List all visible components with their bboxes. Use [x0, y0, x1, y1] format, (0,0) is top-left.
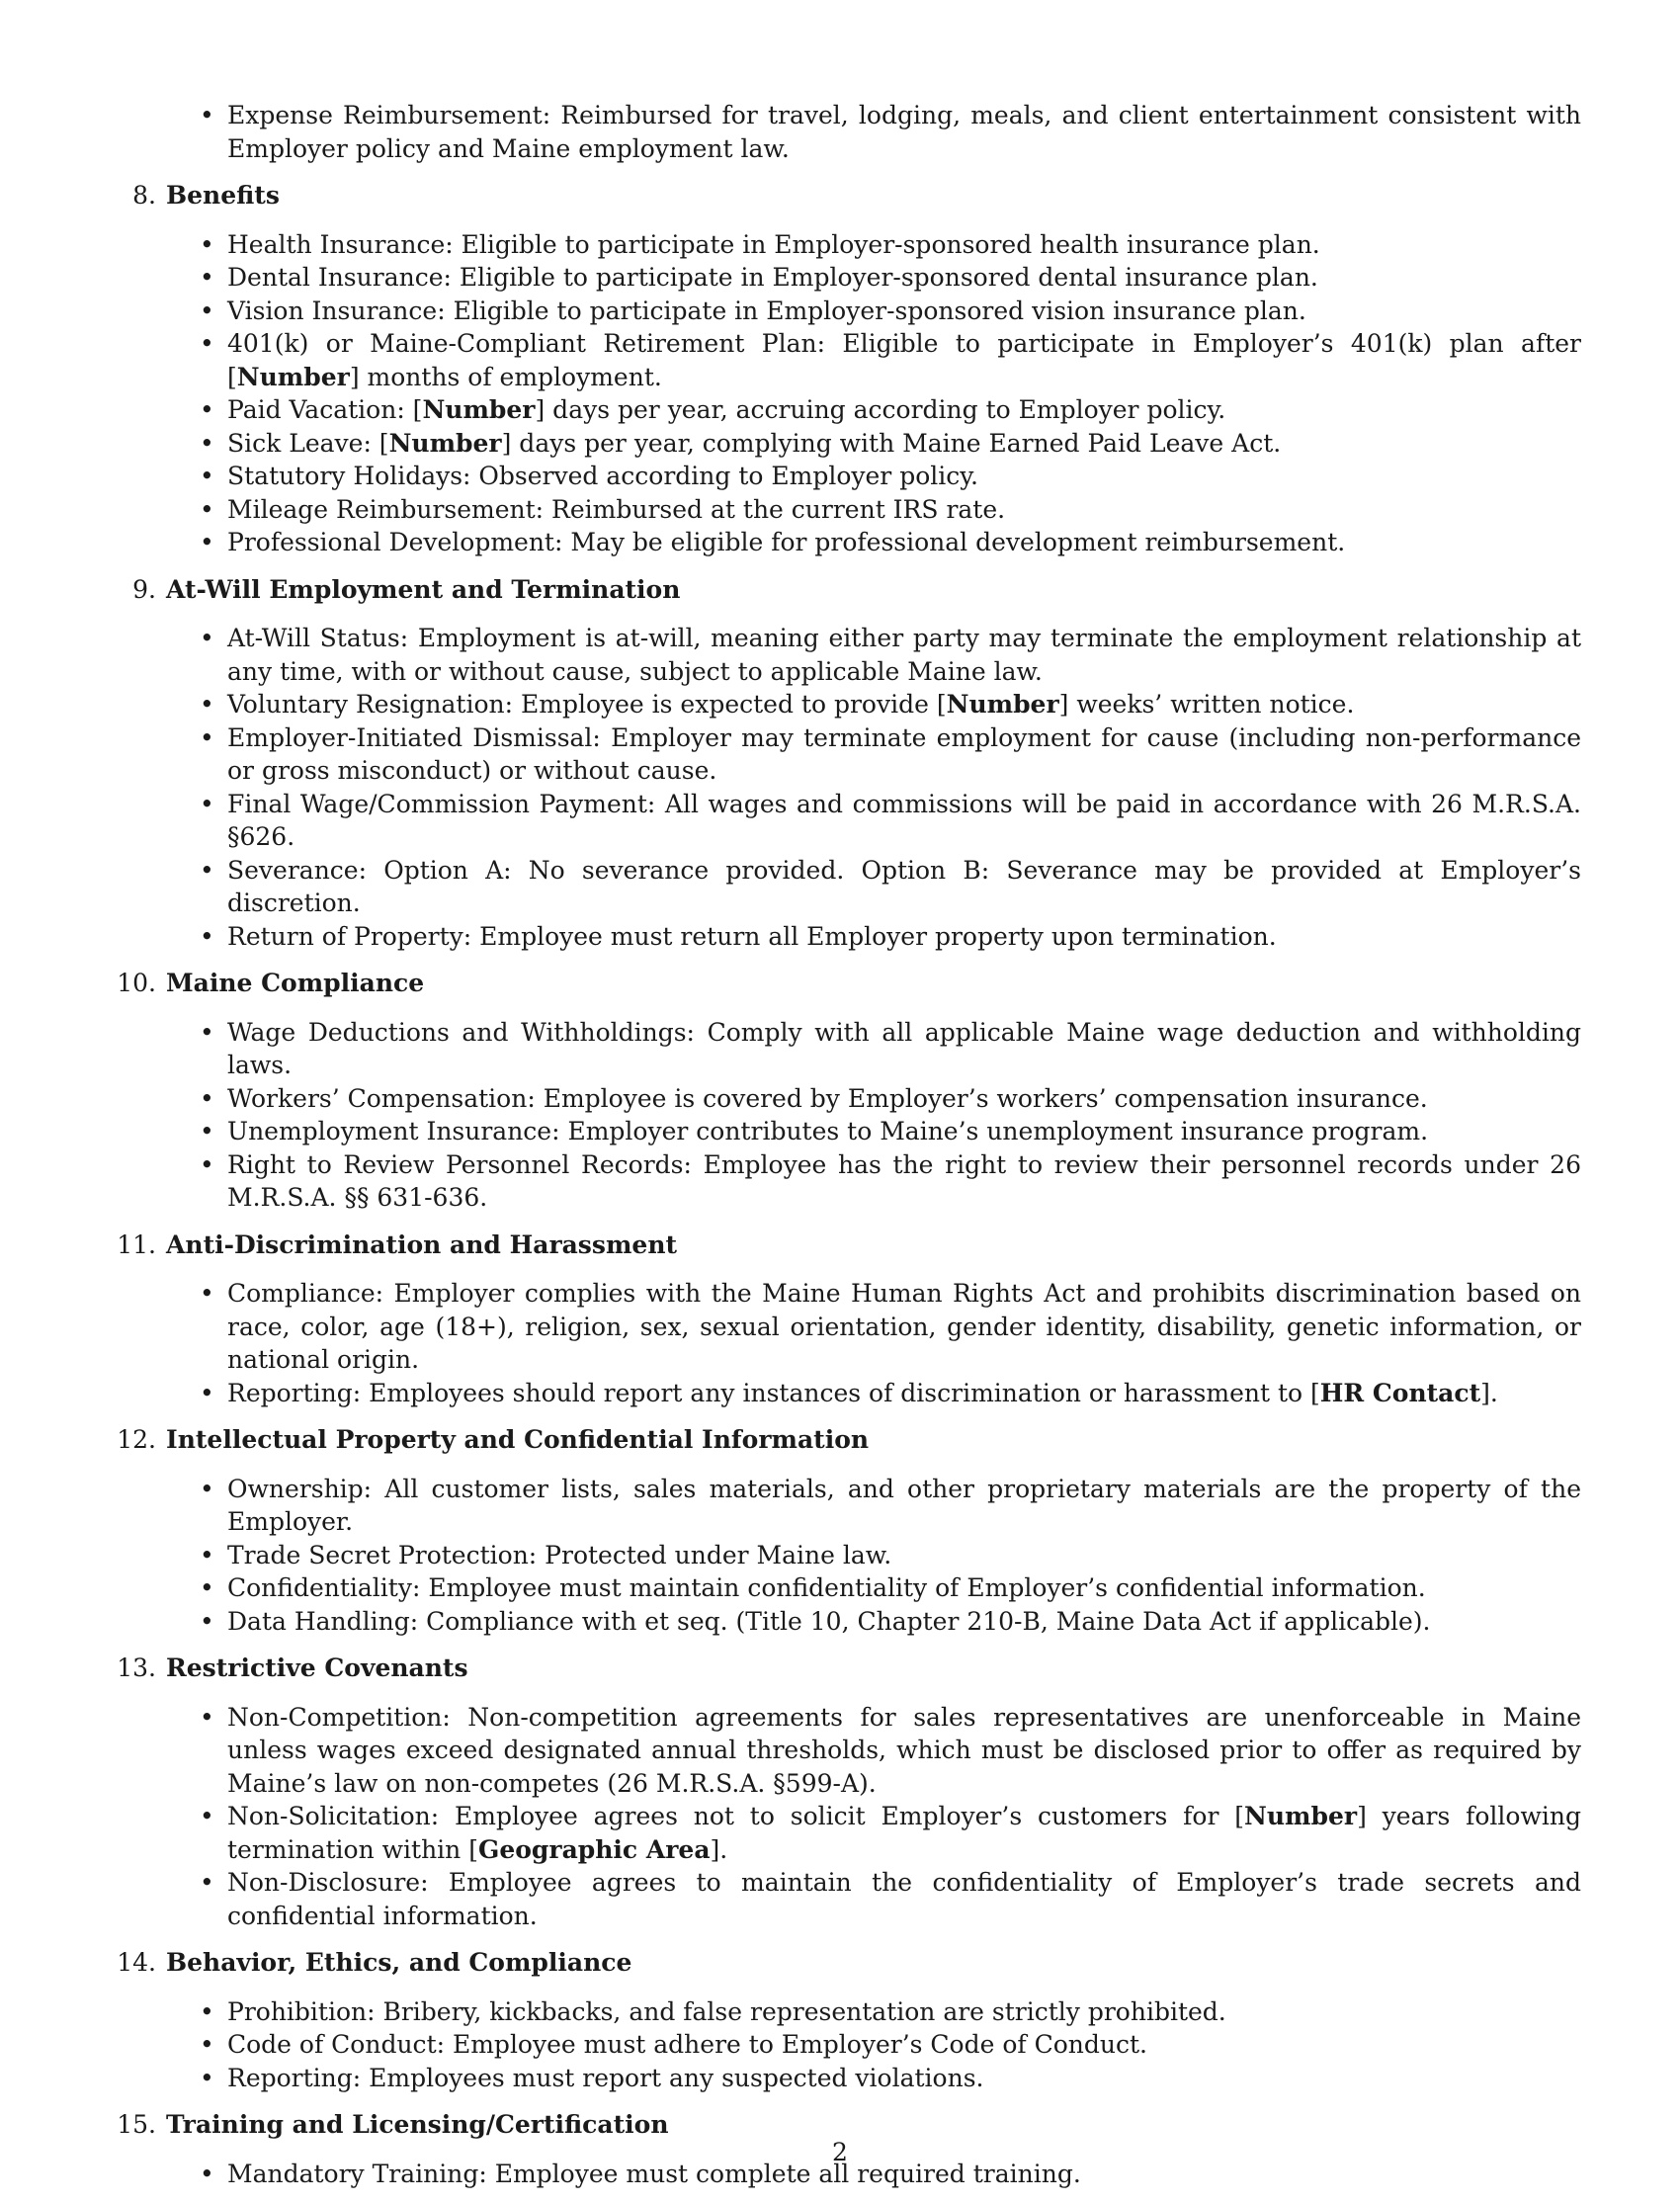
bullet-list	[166, 1473, 1581, 1639]
section-number: 11.	[117, 1229, 156, 1259]
leading-list	[166, 99, 1581, 165]
item-text: Mandatory Training: Employee must complete all required training.	[227, 2159, 1081, 2188]
item-text: Return of Property: Employee must return all Employer property upon termination.	[227, 921, 1277, 951]
item-text: Vision Insurance: Eligible to participate in Employer-sponsored vision insurance plan.	[227, 296, 1306, 325]
bullet-list	[166, 1277, 1581, 1409]
bullet-list	[166, 1016, 1581, 1215]
section	[117, 1946, 1581, 2094]
section-number: 8.	[132, 181, 156, 210]
item-text: Final Wage/Commission Payment: All wages and commissions will be paid in accordance with 26 M.R.S.A. §626.	[227, 789, 1581, 851]
list-item	[166, 1473, 1581, 1539]
item-text: Sick Leave: [	[227, 428, 389, 458]
item-text: Confidentiality: Employee must maintain confidentiality of Employer’s confidential information.	[227, 1573, 1426, 1602]
list-item	[166, 427, 1581, 461]
list-item	[166, 1277, 1581, 1377]
document-body	[117, 99, 1581, 2204]
item-text: Reporting: Employees should report any instances of discrimination or harassment to [	[227, 1378, 1320, 1407]
section-title: Behavior, Ethics, and Compliance	[166, 1948, 632, 1977]
list-item	[166, 228, 1581, 262]
item-text: Trade Secret Protection: Protected under Maine law.	[227, 1540, 892, 1569]
item-text: Unemployment Insurance: Employer contributes to Maine’s unemployment insurance program.	[227, 1117, 1429, 1145]
section-heading	[117, 1946, 1581, 1980]
item-text: Paid Vacation: [	[227, 395, 423, 424]
item-text: ] weeks’ written notice.	[1058, 690, 1355, 719]
section-heading	[132, 573, 1581, 607]
list-item	[166, 2028, 1581, 2062]
bullet-list	[166, 622, 1581, 953]
list-item	[166, 1571, 1581, 1605]
section	[132, 179, 1581, 559]
list-item	[166, 788, 1581, 854]
list-item	[166, 295, 1581, 328]
item-text: Data Handling: Compliance with et seq. (Title 10, Chapter 210-B, Maine Data Act if applicable).	[227, 1606, 1431, 1636]
section-heading	[132, 179, 1581, 212]
section-number: 12.	[117, 1425, 156, 1454]
placeholder-field: Number	[236, 362, 350, 391]
list-item	[166, 327, 1581, 393]
item-text: Right to Review Personnel Records: Employee has the right to review their personnel records under 26 M.R.S.A. §§ 631-636.	[227, 1149, 1581, 1212]
section-title: Maine Compliance	[166, 969, 425, 997]
list-item	[166, 1082, 1581, 1116]
placeholder-field: HR Contact	[1319, 1378, 1481, 1407]
item-text: Ownership: All customer lists, sales materials, and other proprietary materials are the property of the Employer.	[227, 1474, 1581, 1536]
list-item	[166, 526, 1581, 559]
item-text: ].	[710, 1834, 728, 1864]
section-number: 13.	[117, 1653, 156, 1682]
section	[117, 1229, 1581, 1410]
item-text: 401(k) or Maine-Compliant Retirement Plan: Eligible to participate in Employer’s 401(k) plan after [	[227, 329, 1581, 391]
placeholder-field: Number	[388, 428, 502, 458]
item-text: Statutory Holidays: Observed according to Employer policy.	[227, 462, 978, 490]
item-text: ] months of employment.	[349, 362, 662, 391]
item-text: Compliance: Employer complies with the Maine Human Rights Act and prohibits discrimination based on race, color, age (18+), religion, sex, sexual orientation, gender identity, disability, genetic information, or national origin.	[227, 1279, 1581, 1374]
item-text: Wage Deductions and Withholdings: Comply with all applicable Maine wage deduction and withholding laws.	[227, 1017, 1581, 1079]
section-number: 15.	[117, 2110, 156, 2139]
item-text: Workers’ Compensation: Employee is covered by Employer’s workers’ compensation insurance.	[227, 1083, 1428, 1113]
item-text: Dental Insurance: Eligible to participate in Employer-sponsored dental insurance plan.	[227, 263, 1318, 292]
section-title: At-Will Employment and Termination	[166, 574, 681, 604]
list-item	[166, 1800, 1581, 1866]
list-item	[166, 493, 1581, 527]
list-item	[166, 1148, 1581, 1215]
section	[117, 1652, 1581, 1932]
section-heading	[117, 1229, 1581, 1262]
bullet-list	[166, 1701, 1581, 1933]
list-item	[166, 393, 1581, 427]
item-text: Professional Development: May be eligible for professional development reimbursement.	[227, 528, 1346, 556]
item-text: ].	[1480, 1378, 1498, 1407]
list-item	[166, 854, 1581, 920]
list-item	[166, 1995, 1581, 2029]
item-text: Severance: Option A: No severance provided. Option B: Severance may be provided at Employer’s discretion.	[227, 855, 1581, 917]
list-item	[166, 1115, 1581, 1148]
bullet-list	[166, 228, 1581, 559]
item-text: ] years following termination within [	[227, 1802, 1581, 1864]
list-item	[166, 1539, 1581, 1572]
list-item	[166, 622, 1581, 688]
item-text: Mileage Reimbursement: Reimbursed at the current IRS rate.	[227, 494, 1006, 524]
section	[117, 1423, 1581, 1638]
list-item	[166, 1016, 1581, 1082]
item-text: At-Will Status: Employment is at-will, meaning either party may terminate the employment relationship at any time, with or without cause, subject to applicable Maine law.	[227, 624, 1581, 686]
list-item	[166, 460, 1581, 493]
section	[132, 573, 1581, 954]
item-text: Voluntary Resignation: Employee is expected to provide [	[227, 690, 947, 719]
section-number: 14.	[117, 1948, 156, 1977]
placeholder-field: Number	[422, 395, 536, 424]
list-item	[166, 1701, 1581, 1801]
item-text: Non-Disclosure: Employee agrees to maintain the confidentiality of Employer’s trade secrets and confidential information.	[227, 1868, 1581, 1930]
section-heading	[117, 2108, 1581, 2142]
placeholder-field: Geographic Area	[477, 1834, 711, 1864]
item-text: Employer-Initiated Dismissal: Employer may terminate employment for cause (including non-performance or gross misconduct) or without cause.	[227, 722, 1581, 785]
section-title: Benefits	[166, 181, 280, 210]
section-title: Restrictive Covenants	[166, 1653, 468, 1682]
item-text: ] days per year, complying with Maine Earned Paid Leave Act.	[501, 428, 1282, 458]
list-item	[166, 688, 1581, 721]
page-number: 2	[832, 2138, 848, 2166]
item-text: Non-Solicitation: Employee agrees not to solicit Employer’s customers for [	[227, 1802, 1245, 1830]
list-item	[166, 261, 1581, 295]
section	[117, 967, 1581, 1215]
section-heading	[117, 1423, 1581, 1457]
section-number: 9.	[132, 574, 156, 604]
bullet-list	[166, 1995, 1581, 2095]
section-heading	[117, 967, 1581, 1000]
section-title: Intellectual Property and Confidential Information	[166, 1425, 870, 1454]
section-title: Training and Licensing/Certification	[166, 2110, 669, 2139]
section-list	[117, 179, 1581, 2190]
list-item	[166, 2062, 1581, 2095]
list-item	[166, 1605, 1581, 1639]
section-title: Anti-Discrimination and Harassment	[166, 1229, 678, 1259]
item-text: Reporting: Employees must report any suspected violations.	[227, 2063, 984, 2092]
item-text: Non-Competition: Non-competition agreements for sales representatives are unenforceable in Maine unless wages exceed designated annual thresholds, which must be disclosed prior to offer as required by Maine’s law on non-competes (26 M.R.S.A. §599-A).	[227, 1702, 1581, 1798]
section-number: 10.	[117, 969, 156, 997]
list-item	[166, 1866, 1581, 1932]
list-item	[166, 721, 1581, 788]
placeholder-field: Number	[946, 690, 1059, 719]
item-text: Code of Conduct: Employee must adhere to Employer’s Code of Conduct.	[227, 2030, 1147, 2059]
item-text: Prohibition: Bribery, kickbacks, and false representation are strictly prohibited.	[227, 1996, 1226, 2026]
list-item	[166, 1377, 1581, 1410]
list-item: • Expense Reimbursement: Reimbursed for travel, lodging, meals, and client entertainment consistent with Employer policy and Maine employment law.	[166, 99, 1581, 165]
section-heading	[117, 1652, 1581, 1685]
list-item	[166, 920, 1581, 954]
item-text: ] days per year, accruing according to Employer policy.	[535, 395, 1226, 424]
item-text: Health Insurance: Eligible to participate in Employer-sponsored health insurance plan.	[227, 229, 1320, 259]
placeholder-field: Number	[1244, 1802, 1358, 1830]
